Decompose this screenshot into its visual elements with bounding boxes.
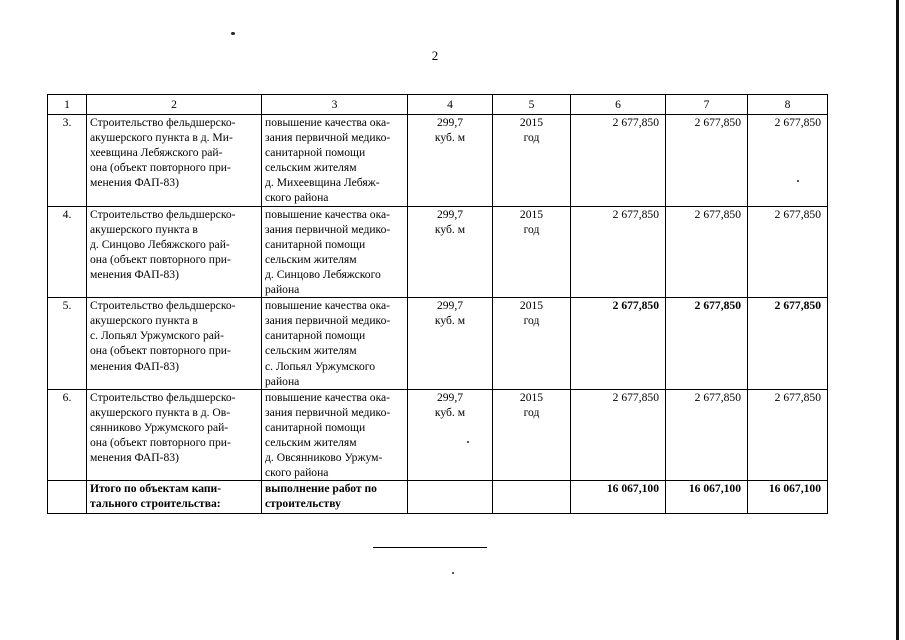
total-empty bbox=[48, 481, 87, 514]
total-amount-col7: 16 067,100 bbox=[666, 481, 748, 514]
object-purpose: повышение качества ока- зания первичной медико- санитарной помощи сельским жителям д. Синцово Лебяжского района bbox=[262, 206, 408, 298]
table-row bbox=[48, 298, 828, 390]
column-number-row bbox=[48, 95, 828, 115]
capacity: 299,7 куб. м bbox=[408, 115, 493, 207]
total-purpose: выполнение работ по строительству bbox=[262, 481, 408, 514]
total-amount-col6: 16 067,100 bbox=[571, 481, 666, 514]
capacity: 299,7 куб. м bbox=[408, 298, 493, 390]
scan-speck bbox=[452, 572, 454, 574]
column-number: 5 bbox=[493, 95, 571, 115]
capital-construction-table bbox=[47, 94, 828, 514]
completion-year: 2015 год bbox=[493, 298, 571, 390]
amount-col7: 2 677,850 bbox=[666, 389, 748, 481]
object-name: Строительство фельдшерско- акушерского пункта в д. Синцово Лебяжского рай- она (объект повторного при- менения ФАП-83) bbox=[87, 206, 262, 298]
column-number: 2 bbox=[87, 95, 262, 115]
object-purpose: повышение качества ока- зания первичной медико- санитарной помощи сельским жителям д. Михеевщина Лебяж- ского района bbox=[262, 115, 408, 207]
column-number: 1 bbox=[48, 95, 87, 115]
column-number: 6 bbox=[571, 95, 666, 115]
amount-col8: 2 677,850 bbox=[748, 298, 828, 390]
completion-year: 2015 год bbox=[493, 115, 571, 207]
row-number: 3. bbox=[48, 115, 87, 207]
total-empty bbox=[408, 481, 493, 514]
capacity: 299,7 куб. м bbox=[408, 389, 493, 481]
row-number: 6. bbox=[48, 389, 87, 481]
amount-col6: 2 677,850 bbox=[571, 298, 666, 390]
total-empty bbox=[493, 481, 571, 514]
amount-col6: 2 677,850 bbox=[571, 206, 666, 298]
total-amount-col8: 16 067,100 bbox=[748, 481, 828, 514]
column-number: 7 bbox=[666, 95, 748, 115]
row-number: 4. bbox=[48, 206, 87, 298]
amount-col7: 2 677,850 bbox=[666, 206, 748, 298]
table-row bbox=[48, 115, 828, 207]
object-name: Строительство фельдшерско- акушерского пункта в с. Лопьял Уржумского рай- она (объект повторного при- менения ФАП-83) bbox=[87, 298, 262, 390]
amount-col8: 2 677,850 bbox=[748, 389, 828, 481]
table-row bbox=[48, 206, 828, 298]
object-purpose: повышение качества ока- зания первичной медико- санитарной помощи сельским жителям д. Овсянниково Уржум- ского района bbox=[262, 389, 408, 481]
total-label: Итого по объектам капи- тального строительства: bbox=[87, 481, 262, 514]
table-row bbox=[48, 389, 828, 481]
column-number: 3 bbox=[262, 95, 408, 115]
completion-year: 2015 год bbox=[493, 389, 571, 481]
object-name: Строительство фельдшерско- акушерского пункта в д. Ов- сянниково Уржумского рай- она (объект повторного при- менения ФАП-83) bbox=[87, 389, 262, 481]
object-purpose: повышение качества ока- зания первичной медико- санитарной помощи сельским жителям с. Лопьял Уржумского района bbox=[262, 298, 408, 390]
page-number: 2 bbox=[431, 48, 439, 63]
object-name: Строительство фельдшерско- акушерского пункта в д. Ми- хеевщина Лебяжского рай- она (объект повторного при- менения ФАП-83) bbox=[87, 115, 262, 207]
amount-col8: 2 677,850 bbox=[748, 206, 828, 298]
row-number: 5. bbox=[48, 298, 87, 390]
total-row bbox=[48, 481, 828, 514]
amount-col6: 2 677,850 bbox=[571, 115, 666, 207]
column-number: 4 bbox=[408, 95, 493, 115]
amount-col7: 2 677,850 bbox=[666, 115, 748, 207]
scan-speck bbox=[231, 32, 235, 35]
page-edge-shadow bbox=[896, 0, 899, 640]
amount-col6: 2 677,850 bbox=[571, 389, 666, 481]
capacity: 299,7 куб. м bbox=[408, 206, 493, 298]
amount-col7: 2 677,850 bbox=[666, 298, 748, 390]
column-number: 8 bbox=[748, 95, 828, 115]
closing-rule bbox=[373, 547, 487, 548]
completion-year: 2015 год bbox=[493, 206, 571, 298]
amount-col8: 2 677,850 bbox=[748, 115, 828, 207]
